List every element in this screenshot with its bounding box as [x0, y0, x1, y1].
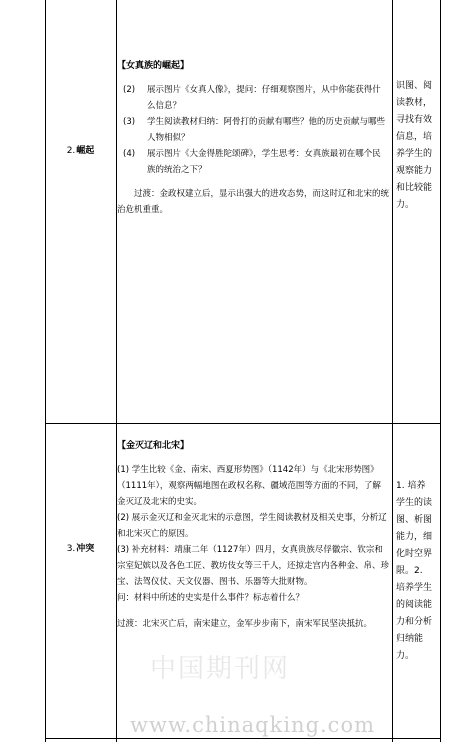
list-item: (3) 学生阅读教材归纳：阿骨打的贡献有哪些？他的历史贡献与哪些人物相似？	[123, 117, 386, 143]
paragraph: (3) 补充材料：靖康二年（1127年）四月，女真贵族尽俘徽宗、钦宗和宗室妃嫔以及各色工匠、教坊伎女等三千人，还掠走宫内各种金、帛、珍宝、法驾仪仗、天文仪器、图书、乐器等大批财物。	[117, 545, 390, 587]
content-cell-rise	[117, 58, 389, 218]
transition-text: 过渡：金政权建立后，显示出强大的进攻态势，而这时辽和北宋的统治危机重重。	[117, 189, 390, 215]
paragraph: 问：材料中所述的史实是什么事件？标志着什么？	[117, 593, 305, 603]
table-row-divider	[45, 423, 441, 424]
paragraph: (2) 展示金灭辽和金灭北宋的示意图，学生阅读教材及相关史事，分析辽和北宋灭亡的原因。	[117, 513, 387, 539]
table-border-left	[45, 0, 46, 742]
stage-label: 冲突	[76, 544, 95, 554]
list-item: (2) 展示图片《女真人像》，提问：仔细观察图片，从中你能获得什么信息？	[123, 85, 381, 111]
table-divider-purpose	[392, 0, 393, 742]
transition-text: 过渡：北宋灭亡后，南宋建立，金军步步南下，南宋军民坚决抵抗。	[117, 619, 373, 629]
purpose-cell-rise: 识图、阅读教材，寻找有效信息，培养学生的观察能力和比较能力。	[396, 81, 433, 210]
section-title: 【金灭辽和北宋】	[117, 441, 190, 451]
purpose-cell-conflict: 1. 培养学生的读图、析图能力，细化时空界限。2. 培养学生的阅读能力和分析归纳能力。	[396, 481, 433, 661]
table-border-right	[440, 0, 441, 742]
paragraph: (1) 学生比较《金、南宋、西夏形势图》（1142年）与《北宋形势图》（1111年），观察两幅地图在政权名称、疆域范围等方面的不同，了解金灭辽及北宋的史实。	[117, 465, 381, 507]
stage-cell-rise	[45, 145, 116, 157]
watermark-logo: 中国期刊网	[150, 654, 291, 684]
stage-number: 3.	[66, 544, 76, 554]
stage-label: 崛起	[76, 146, 95, 156]
stage-cell-conflict	[45, 543, 116, 555]
list-item: (4) 展示图片《大金得胜陀颂碑》，学生思考：女真族最初在哪个民族的统治之下？	[123, 149, 381, 175]
content-cell-conflict	[117, 438, 389, 632]
section-title: 【女真族的崛起】	[117, 61, 190, 71]
watermark-url: www.chinaqking.com	[130, 713, 376, 737]
stage-number: 2.	[66, 146, 76, 156]
table-bottom-border	[45, 738, 441, 739]
